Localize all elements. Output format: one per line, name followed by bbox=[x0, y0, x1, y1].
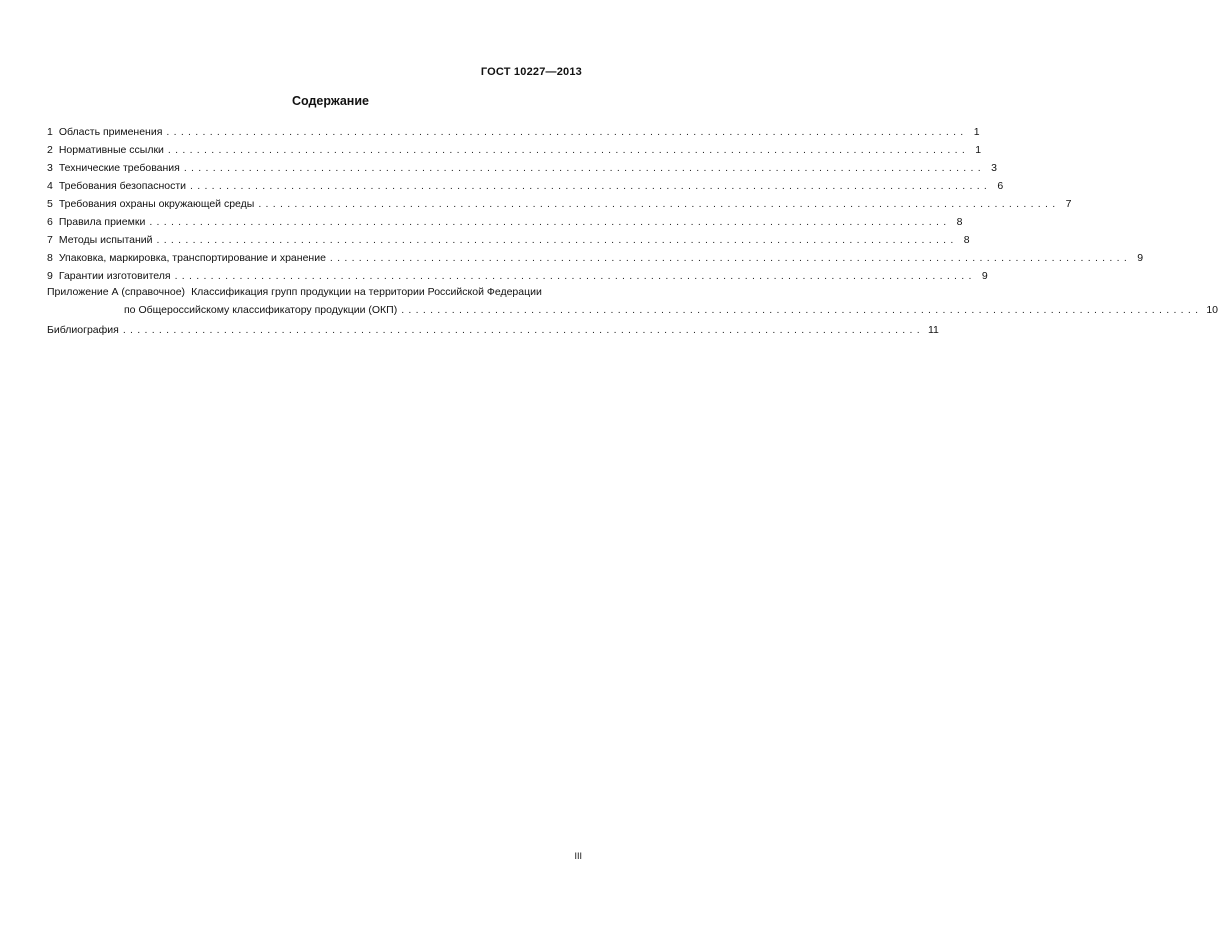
toc-item[interactable] bbox=[47, 139, 982, 157]
toc-title: Содержание bbox=[291, 94, 369, 108]
toc-item[interactable] bbox=[47, 121, 980, 139]
toc-leader-dots: ............................................................................................................... bbox=[329, 252, 1132, 264]
toc-leader-dots: ............................................................................................................... bbox=[166, 126, 968, 138]
toc-leader-dots: ............................................................................................................... bbox=[156, 234, 958, 246]
toc-item-page: 8 bbox=[963, 234, 970, 246]
toc-annex-title-line2: по Общероссийскому классификатору продукции (ОКП) bbox=[124, 304, 398, 316]
toc-item-page: 1 bbox=[975, 144, 982, 156]
toc-item[interactable] bbox=[47, 265, 988, 283]
toc-leader-dots: ............................................................................................................... bbox=[149, 216, 951, 228]
toc-item-title: Методы испытаний bbox=[58, 234, 153, 246]
toc-item-page: 3 bbox=[991, 162, 997, 174]
toc-item-number: 8 bbox=[47, 252, 53, 264]
toc-annex-item[interactable] bbox=[47, 283, 1218, 319]
toc-item-page: 9 bbox=[1137, 252, 1144, 264]
toc-item-number: 4 bbox=[47, 180, 53, 192]
toc-item-title: Технические требования bbox=[58, 162, 180, 174]
toc-bibliography-title: Библиография bbox=[47, 324, 119, 336]
table-of-contents bbox=[47, 121, 1218, 337]
toc-item-number: 1 bbox=[47, 126, 53, 138]
toc-leader-dots: ............................................................................................................... bbox=[190, 180, 992, 192]
toc-annex-label: Приложение А (справочное) bbox=[47, 286, 186, 298]
toc-item-page: 7 bbox=[1065, 198, 1072, 210]
toc-annex-line2 bbox=[124, 304, 1218, 317]
toc-item-title: Требования безопасности bbox=[58, 180, 187, 192]
toc-item[interactable] bbox=[47, 193, 1072, 211]
toc-leader-dots: ............................................................................................................... bbox=[167, 144, 970, 156]
toc-leader-dots: ............................................................................................................... bbox=[174, 270, 976, 282]
toc-item-title: Требования охраны окружающей среды bbox=[58, 198, 255, 210]
toc-item-title: Область применения bbox=[58, 126, 163, 138]
toc-item-page: 1 bbox=[973, 126, 980, 138]
toc-leader-dots: ............................................................................................................... bbox=[183, 162, 985, 174]
toc-item-number: 6 bbox=[47, 216, 53, 228]
toc-leader-dots: ............................................................................................................... bbox=[258, 198, 1060, 210]
toc-item-page: 9 bbox=[981, 270, 988, 282]
toc-item[interactable] bbox=[47, 211, 963, 229]
toc-item-number: 2 bbox=[47, 144, 53, 156]
toc-item[interactable] bbox=[47, 157, 997, 175]
page-number: III bbox=[574, 851, 582, 861]
toc-bibliography-item[interactable] bbox=[47, 319, 939, 337]
document-code: ГОСТ 10227—2013 bbox=[480, 66, 582, 78]
toc-item-title: Правила приемки bbox=[58, 216, 146, 228]
toc-item[interactable] bbox=[47, 175, 1004, 193]
toc-item[interactable] bbox=[47, 247, 1144, 265]
toc-item[interactable] bbox=[47, 229, 970, 247]
toc-leader-dots: ............................................................................................................... bbox=[401, 304, 1203, 316]
toc-item-number: 3 bbox=[47, 162, 53, 174]
toc-leader-dots: ............................................................................................................... bbox=[122, 324, 924, 336]
toc-item-page: 6 bbox=[997, 180, 1004, 192]
toc-item-number: 5 bbox=[47, 198, 53, 210]
toc-item-title: Нормативные ссылки bbox=[58, 144, 164, 156]
toc-annex-page: 10 bbox=[1206, 304, 1218, 316]
toc-annex-line1 bbox=[47, 286, 542, 299]
toc-item-title: Упаковка, маркировка, транспортирование и хранение bbox=[58, 252, 326, 264]
toc-bibliography-page: 11 bbox=[927, 324, 939, 336]
toc-annex-title-line1: Классификация групп продукции на территории Российской Федерации bbox=[191, 286, 542, 298]
toc-item-number: 9 bbox=[47, 270, 53, 282]
toc-item-page: 8 bbox=[956, 216, 963, 228]
toc-item-number: 7 bbox=[47, 234, 53, 246]
toc-item-title: Гарантии изготовителя bbox=[58, 270, 171, 282]
